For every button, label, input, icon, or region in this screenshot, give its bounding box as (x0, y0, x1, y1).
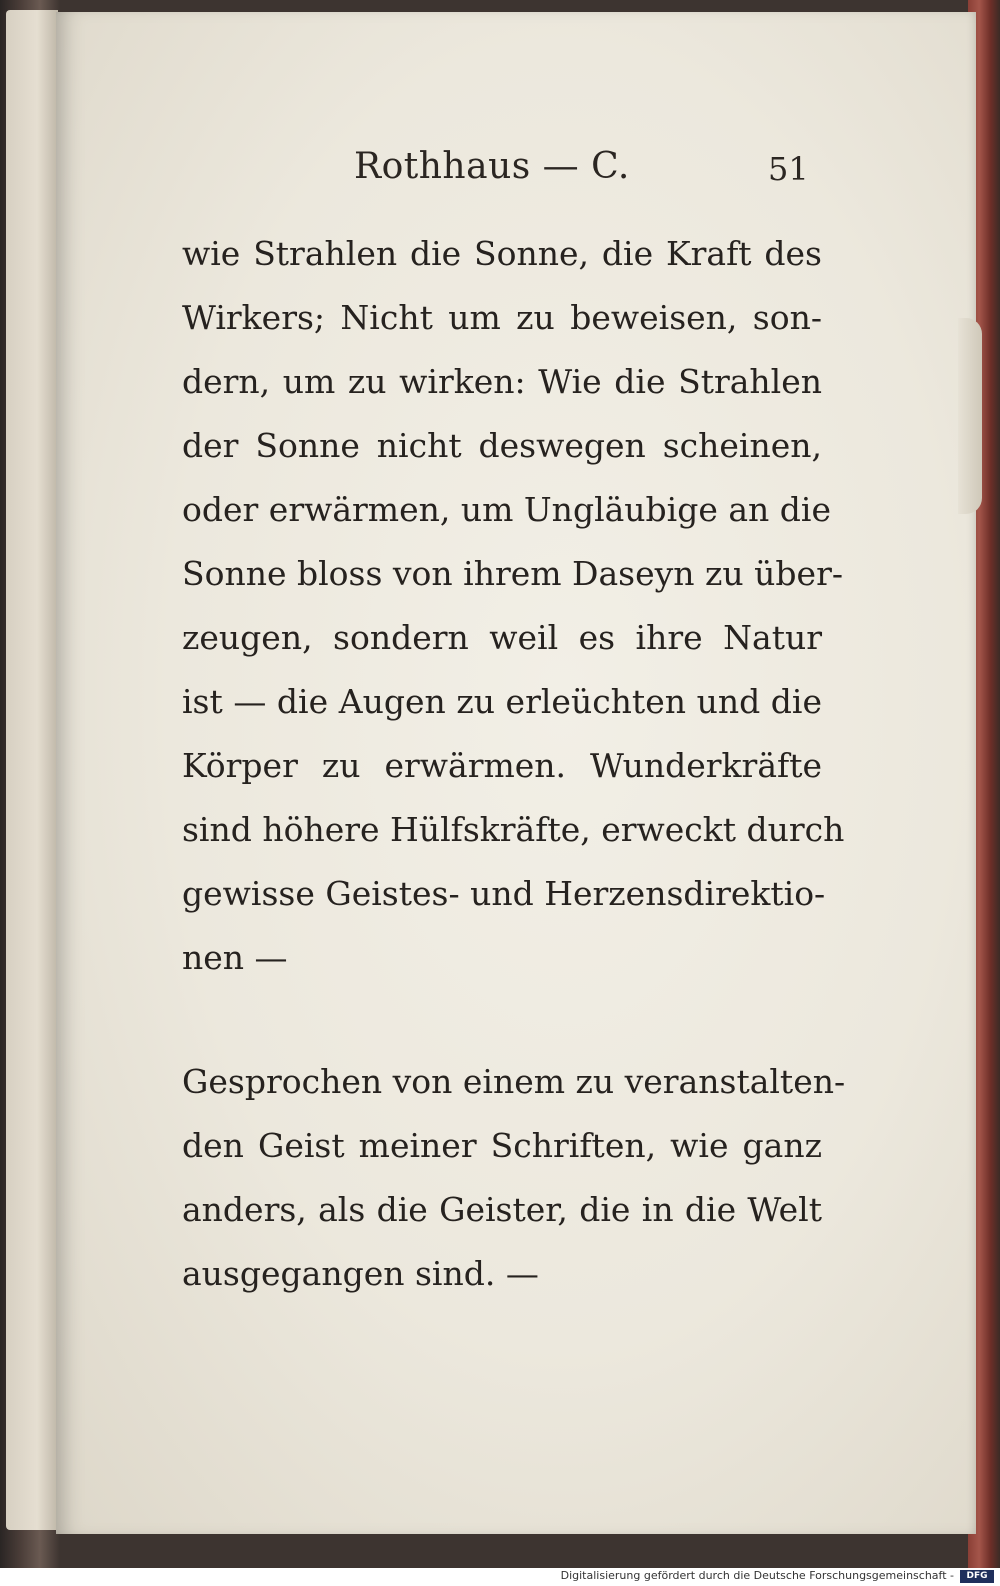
text-line: Sonne bloss von ihrem Daseyn zu über- (182, 554, 843, 593)
text-line: oder erwärmen, um Ungläubige an die (182, 490, 831, 529)
funding-credit: Digitalisierung gefördert durch die Deutsche Forschungsgemeinschaft - (560, 1569, 954, 1582)
text-line: Körper zu erwärmen. Wunderkräfte (182, 746, 822, 785)
text-line: zeugen, sondern weil es ihre Natur (182, 618, 822, 657)
dfg-logo: DFG (960, 1570, 994, 1583)
text-line: der Sonne nicht deswegen scheinen, (182, 426, 822, 465)
text-line: Gesprochen von einem zu veranstalten- (182, 1062, 846, 1101)
digitization-footer (0, 1568, 1000, 1586)
text-line: ist — die Augen zu erleüchten und die (182, 682, 822, 721)
text-line: ausgegangen sind. — (182, 1254, 539, 1293)
text-line: Wirkers; Nicht um zu beweisen, son- (182, 298, 822, 337)
text-line: dern, um zu wirken: Wie die Strahlen (182, 362, 822, 401)
page-number: 51 (768, 150, 809, 188)
page-text (182, 222, 846, 1306)
facing-page-edge (6, 10, 58, 1530)
text-line: nen — (182, 938, 288, 977)
text-line: gewisse Geistes- und Herzensdirektio- (182, 874, 826, 913)
page-edge-tab (958, 318, 982, 514)
page-header (56, 140, 976, 200)
text-line: anders, als die Geister, die in die Welt (182, 1190, 822, 1229)
text-line: den Geist meiner Schriften, wie ganz (182, 1126, 822, 1165)
text-line: sind höhere Hülfskräfte, erweckt durch (182, 810, 845, 849)
running-head: Rothhaus — C. (354, 146, 630, 187)
text-line: wie Strahlen die Sonne, die Kraft des (182, 234, 822, 273)
paragraph-gap (182, 990, 822, 1050)
